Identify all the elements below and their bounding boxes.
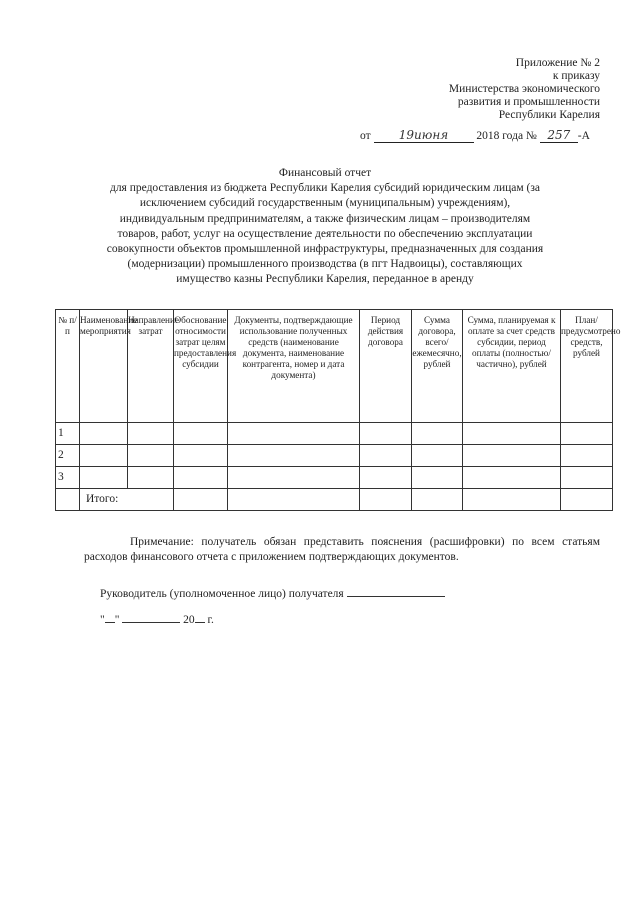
col-header-contract-period: Период действия договора <box>360 310 412 423</box>
signature-blank <box>347 586 445 597</box>
table-cell <box>174 467 228 489</box>
table-cell <box>360 489 412 511</box>
table-cell <box>463 423 561 445</box>
note-paragraph: Примечание: получатель обязан представить пояснения (расшифровки) по всем статьям расходов финансового отчета с приложением подтверждающих документов. <box>84 536 600 563</box>
table-cell <box>412 467 463 489</box>
title-line: индивидуальным предпринимателям, а также физическим лицам – производителям <box>119 212 531 225</box>
table-cell <box>360 423 412 445</box>
table-cell <box>174 489 228 511</box>
table-cell <box>228 423 360 445</box>
row-number: 2 <box>56 445 80 467</box>
month-blank <box>122 612 180 623</box>
report-heading: Финансовый отчет <box>278 167 372 179</box>
row-number: 3 <box>56 467 80 489</box>
table-cell <box>463 467 561 489</box>
title-line: имущество казны Республики Карелия, переданное в аренду <box>176 273 474 286</box>
table-cell <box>463 445 561 467</box>
col-header-contract-sum: Сумма договора, всего/ежемесячно, рублей <box>412 310 463 423</box>
table-cell <box>80 423 128 445</box>
table-cell <box>228 445 360 467</box>
col-header-cost-direction: Направление затрат <box>128 310 174 423</box>
col-header-documents: Документы, подтверждающие использование полученных средств (наименование документа, наименование контрагента, номер и дата документа) <box>228 310 360 423</box>
footer-date-line <box>100 612 214 626</box>
table-cell <box>412 489 463 511</box>
title-line: исключением субсидий государственным (муниципальным) учреждениям), <box>139 197 511 210</box>
table-cell <box>80 467 128 489</box>
appendix-line-2: к приказу <box>552 70 600 82</box>
quote-open: " <box>100 614 105 626</box>
table-cell <box>174 445 228 467</box>
handwritten-order-number: 257 <box>540 128 578 143</box>
table-cell <box>228 489 360 511</box>
appendix-line-3: Министерства экономического <box>448 83 600 95</box>
col-header-planned-funds: План/ предусмотрено средств, рублей <box>561 310 613 423</box>
appendix-header <box>449 57 600 122</box>
order-date-prefix: от <box>360 130 371 142</box>
table-cell <box>174 423 228 445</box>
col-header-event-name: Наименование мероприятия <box>80 310 128 423</box>
title-line: товаров, работ, услуг на осуществление деятельности по обеспечению эксплуатации <box>117 227 533 240</box>
table-cell <box>463 489 561 511</box>
year-blank <box>195 612 205 623</box>
table-cell <box>412 423 463 445</box>
order-year-text: 2018 года № <box>476 130 537 142</box>
title-line: для предоставления из бюджета Республики Карелия субсидий юридическим лицам (за <box>109 182 541 195</box>
table-row <box>56 467 613 489</box>
year-suffix: г. <box>207 614 214 626</box>
total-label: Итого: <box>80 489 174 511</box>
table-cell <box>56 489 80 511</box>
table-header-row <box>56 310 613 423</box>
table-row <box>56 445 613 467</box>
table-cell <box>80 445 128 467</box>
row-number: 1 <box>56 423 80 445</box>
appendix-line-5: Республики Карелия <box>498 109 600 121</box>
day-blank <box>105 612 115 623</box>
quote-close: " <box>114 614 120 626</box>
table-cell <box>561 423 613 445</box>
table-cell <box>561 489 613 511</box>
table-cell <box>128 423 174 445</box>
signature-line <box>100 586 445 600</box>
col-header-planned-payment: Сумма, планируемая к оплате за счет средств субсидии, период оплаты (полностью/частично), рублей <box>463 310 561 423</box>
table-cell <box>360 467 412 489</box>
appendix-line-1: Приложение № 2 <box>515 57 600 69</box>
table-total-row <box>56 489 613 511</box>
table-cell <box>228 467 360 489</box>
table-cell <box>561 445 613 467</box>
handwritten-date: 19июня <box>374 128 474 143</box>
col-header-number: № п/п <box>56 310 80 423</box>
col-header-justification: Обоснование относимости затрат целям предоставления субсидии <box>174 310 228 423</box>
title-line: (модернизации) промышленного производства (в пгт Надвоицы), составляющих <box>127 258 523 271</box>
table-cell <box>128 445 174 467</box>
report-title <box>70 166 580 288</box>
century-text: 20 <box>183 614 195 626</box>
table-cell <box>360 445 412 467</box>
table-cell <box>412 445 463 467</box>
table-row <box>56 423 613 445</box>
order-number-suffix: -А <box>577 130 590 142</box>
order-date-line <box>360 128 590 143</box>
financial-report-table <box>55 309 621 511</box>
title-line: совокупности объектов промышленной инфраструктуры, предназначенных для создания <box>106 243 544 256</box>
signature-label: Руководитель (уполномоченное лицо) получателя <box>100 588 344 600</box>
appendix-line-4: развития и промышленности <box>457 96 600 108</box>
table-cell <box>128 467 174 489</box>
table-cell <box>561 467 613 489</box>
